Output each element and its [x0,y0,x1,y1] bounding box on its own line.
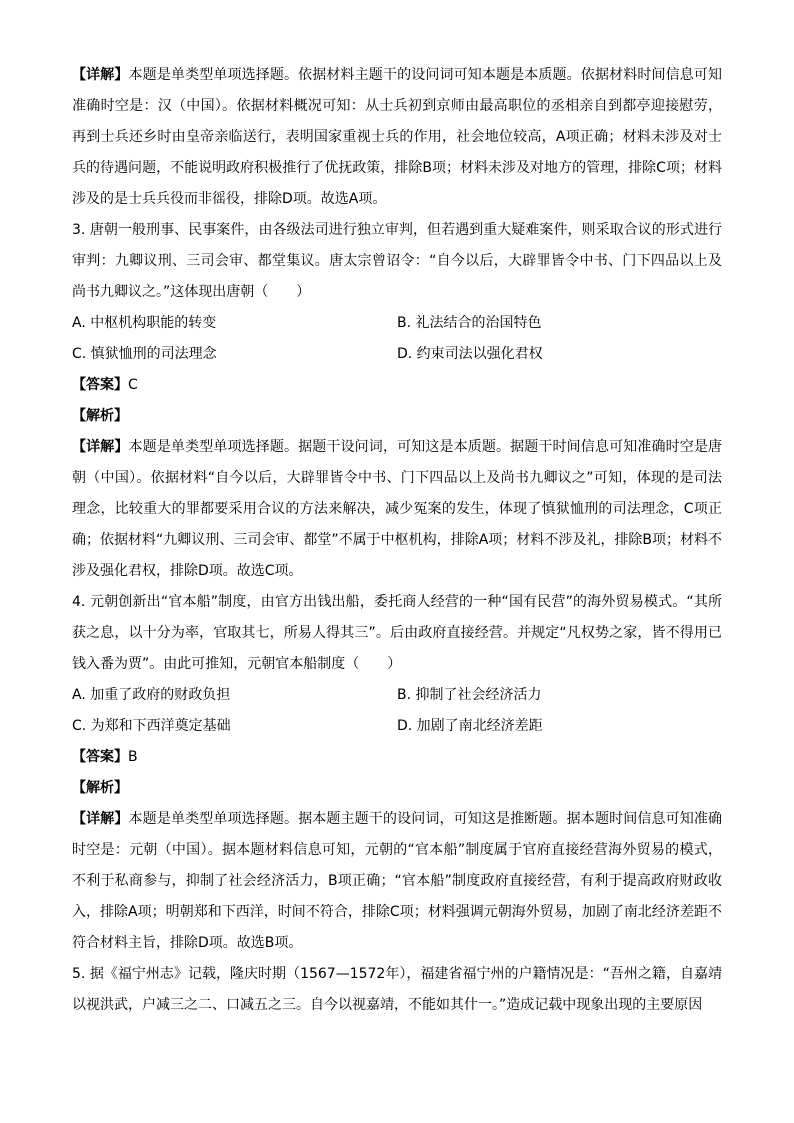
paragraph-text: 4. 元朝创新出“官本船”制度，由官方出钱出船，委托商人经营的一种“国有民营”的海外贸易模式。“其所获之息，以十分为率，官取其七，所易人得其三”。后由政府直接经营。并规定“凡权势之家，皆不得用已钱入番为贾”。由此可推知，元朝官本船制度（ ） [72,594,722,672]
paragraph-text: 本题是单类型单项选择题。据题干设问词，可知这是本质题。据题干时间信息可知准确时空是唐朝（中国）。依据材料“自今以后，大辟罪皆令中书、门下四品以上及尚书九卿议之”可知，体现的是司法理念，比较重大的罪都要采用合议的方法来解决，减少冤案的发生，体现了慎狱恤刑的司法理念，C项正确；依据材料“九卿议刑、三司会审、都堂”不属于中枢机构，排除A项；材料不涉及礼，排除B项；材料不涉及强化君权，排除D项。故选C项。 [72,439,723,579]
answer-value: B [128,749,138,765]
question-4-options [72,680,722,742]
option-a: A. 中枢机构职能的转变 [72,315,217,331]
answer-tag: 【答案】 [72,377,128,393]
detail-tag: 【详解】 [72,439,129,455]
question-5-stem [72,959,722,1021]
option-d: D. 加剧了南北经济差距 [397,718,543,734]
answer-line [72,370,722,401]
option-a: A. 加重了政府的财政负担 [72,687,231,703]
paragraph-text: 本题是单类型单项选择题。依据材料主题干的设问词可知本题是本质题。依据材料时间信息可知准确时空是：汉（中国）。依据材料概况可知：从士兵初到京师由最高职位的丞相亲自到都亭迎接慰劳，再到士兵还乡时由皇帝亲临送行，表明国家重视士兵的作用，社会地位较高，A项正确；材料未涉及对士兵的待遇问题，不能说明政府积极推行了优抚政策，排除B项；材料未涉及对地方的管理，排除C项；材料涉及的是士兵兵役而非徭役，排除D项。故选A项。 [72,67,723,207]
paragraph-text: 5. 据《福宁州志》记载，隆庆时期（1567—1572年），福建省福宁州的户籍情况是：“吾州之籍，自嘉靖以视洪武，户减三之二、口减五之三。自今以视嘉靖，不能如其什一。”造成记载中现象出现的主要原因 [72,966,722,1013]
explanation-paragraph [72,60,722,215]
question-3-options [72,308,722,370]
option-c: C. 为郑和下西洋奠定基础 [72,718,231,734]
question-3-stem [72,215,722,308]
explanation-paragraph [72,804,722,959]
detail-tag: 【详解】 [72,811,129,827]
question-4-stem [72,587,722,680]
option-c: C. 慎狱恤刑的司法理念 [72,346,217,362]
answer-line [72,742,722,773]
option-b: B. 礼法结合的治国特色 [397,315,542,331]
option-d: D. 约束司法以强化君权 [397,346,543,362]
analysis-heading [72,773,722,804]
paragraph-text: 3. 唐朝一般刑事、民事案件，由各级法司进行独立审判，但若遇到重大疑难案件，则采取合议的形式进行审判：九卿议刑、三司会审、都堂集议。唐太宗曾诏令：“自今以后，大辟罪皆令中书、门下四品以上及尚书九卿议之。”这体现出唐朝（ ） [72,222,722,300]
analysis-tag: 【解析】 [72,780,128,796]
analysis-heading [72,401,722,432]
detail-tag: 【详解】 [72,67,129,83]
answer-value: C [128,377,138,393]
option-b: B. 抑制了社会经济活力 [397,687,542,703]
answer-tag: 【答案】 [72,749,128,765]
explanation-paragraph [72,432,722,587]
paragraph-text: 本题是单类型单项选择题。据本题主题干的设问词，可知这是推断题。据本题时间信息可知准确时空是：元朝（中国）。据本题材料信息可知，元朝的“官本船”制度属于官府直接经营海外贸易的模式，不利于私商参与，抑制了社会经济活力，B项正确；“官本船”制度政府直接经营，有利于提高政府财政收入，排除A项；明朝郑和下西洋，时间不符合，排除C项；材料强调元朝海外贸易，加剧了南北经济差距不符合材料主旨，排除D项。故选B项。 [72,811,723,951]
document-page [72,60,722,1021]
analysis-tag: 【解析】 [72,408,128,424]
